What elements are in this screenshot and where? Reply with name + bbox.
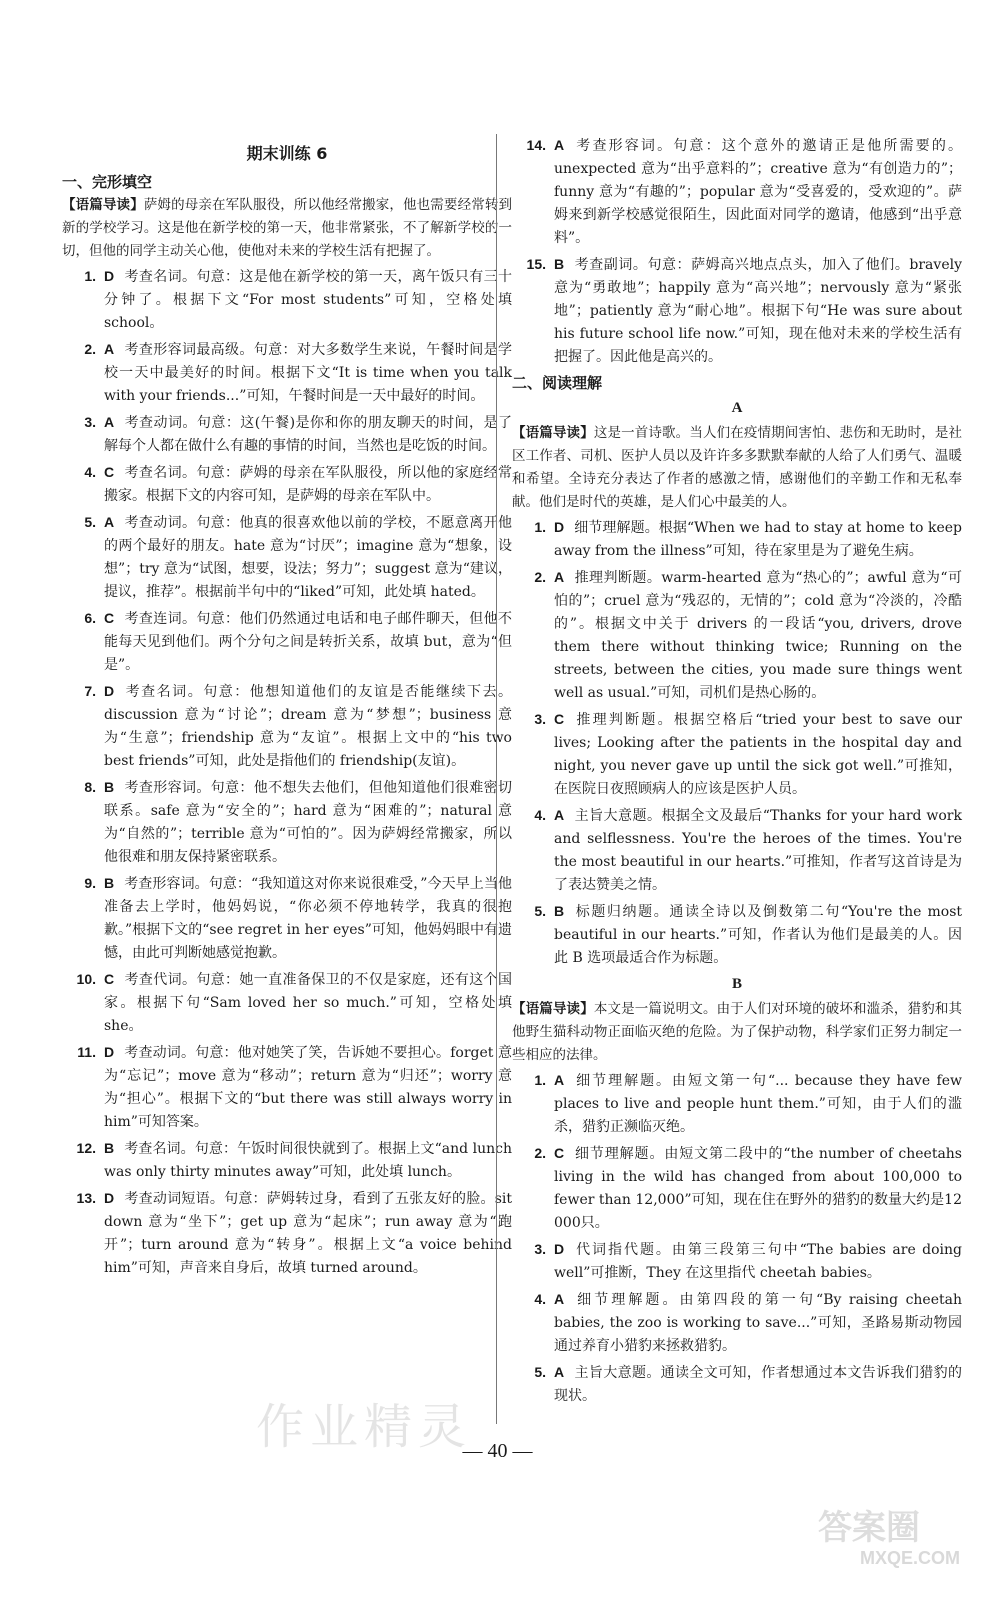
answer-explanation: 代词指代题。由第三段第三句中“The babies are doing well”可推断，They 在这里指代 cheetah babies。 [554,1242,962,1281]
cloze-answer-list-cont [512,134,962,369]
answer-number: 5. [534,903,546,919]
passage-a-guide [512,422,962,514]
answer-number: 2. [534,1145,546,1161]
answer-explanation: 考查动词。句意：他对她笑了笑，告诉她不要担心。forget 意为“忘记”；move 意为“移动”；return 意为“归还”；worry 意为“担心”。根据下文的“but there was still always worry in him”可知答案。 [104,1045,512,1130]
answer-number: 1. [534,1072,546,1088]
answer-choice: A [104,414,115,430]
answer-explanation: 主旨大意题。通读全文可知，作者想通过本文告诉我们猎豹的现状。 [554,1365,962,1404]
answer-number: 11. [77,1044,96,1060]
answer-number: 5. [534,1364,546,1380]
answer-explanation: 细节理解题。由短文第一句“... because they have few places to live and people hunt them.”可知，由于人们的滥杀，猎豹正濒临灭绝。 [554,1073,962,1135]
answer-item [62,680,512,773]
answer-number: 12. [76,1140,96,1156]
answer-item [512,708,962,801]
answer-body [104,680,512,773]
answer-body [104,968,512,1038]
answer-number: 8. [84,779,96,795]
answer-item [62,776,512,869]
answer-choice: A [554,1291,565,1307]
answer-choice: C [104,464,115,480]
answer-number: 7. [84,683,96,699]
answer-item [62,338,512,408]
answer-body [104,511,512,604]
answer-explanation: 考查形容词。句意：“我知道这对你来说很难受，”今天早上当他准备去上学时，他妈妈说，“你必须不停地转学，我真的很抱歉。”根据下文的“see regret in her eyes”可知，他妈妈眼中有遗憾，由此可判断她感觉抱歉。 [104,876,512,961]
answer-body [554,804,962,897]
answer-number: 4. [534,807,546,823]
answer-number: 3. [534,1241,546,1257]
corner-logo: 答案圈 [818,1508,920,1548]
answer-choice: A [104,514,115,530]
answer-body [554,900,962,970]
answer-number: 9. [84,875,96,891]
answer-explanation: 考查名词。句意：午饭时间很快就到了。根据上文“and lunch was only thirty minutes away”可知，此处填 lunch。 [104,1141,512,1180]
answer-item [512,900,962,970]
answer-body [554,516,962,563]
column-divider [496,134,497,1424]
answer-item [62,872,512,965]
answer-choice: A [104,341,115,357]
answer-choice: B [104,875,115,891]
answer-item [62,607,512,677]
answer-number: 1. [534,519,546,535]
page-number: — 40 — [462,1440,533,1462]
answer-choice: A [554,807,565,823]
answer-choice: D [104,1190,115,1206]
answer-choice: D [104,683,115,699]
answer-explanation: 细节理解题。根据“When we had to stay at home to keep away from the illness”可知，待在家里是为了避免生病。 [554,520,962,559]
answer-item [62,1137,512,1184]
answer-item [62,511,512,604]
answer-choice: C [104,971,115,987]
answer-number: 5. [84,514,96,530]
guide-text: 萨姆的母亲在军队服役，所以他经常搬家，他也需要经常转到新的学校学习。这是他在新学校的第一天，他非常紧张，不了解新学校的一切，但他的同学主动关心他，使他对未来的学校生活有把握了。 [62,197,512,259]
answer-explanation: 考查形容词最高级。句意：对大多数学生来说，午餐时间是学校一天中最美好的时间。根据下文“It is time when you talk with your friends...”可知，午餐时间是一天中最好的时间。 [104,342,512,404]
answer-explanation: 考查名词。句意：他想知道他们的友谊是否能继续下去。discussion 意为“讨论”；dream 意为“梦想”；business 意为“生意”；friendship 意为“友谊”。根据上文中的“his two best friends”可知，此处是指他们的 friendship(友谊)。 [104,684,512,769]
answer-number: 2. [84,341,96,357]
answer-number: 4. [534,1291,546,1307]
answer-item [512,134,962,250]
answer-number: 4. [84,464,96,480]
answer-explanation: 考查代词。句意：她一直准备保卫的不仅是家庭，还有这个国家。根据下句“Sam loved her so much.”可知，空格处填 she。 [104,972,512,1034]
answer-item [512,1069,962,1139]
answer-choice: B [554,903,565,919]
answer-choice: C [554,1145,565,1161]
answer-explanation: 考查名词。句意：这是他在新学校的第一天，离午饭只有三十分钟了。根据下文“For most students”可知，空格处填 school。 [104,269,512,331]
passage-b-guide [512,998,962,1067]
answer-item [512,1288,962,1358]
answer-body [554,1288,962,1358]
answer-number: 6. [84,610,96,626]
answer-choice: A [554,137,565,153]
answer-body [554,708,962,801]
answer-explanation: 标题归纳题。通读全诗以及倒数第二句“You're the most beautiful in our hearts.”可知，作者认为他们是最美的人。因此 B 选项最适合作为标题。 [554,904,962,966]
answer-body [104,607,512,677]
answer-number: 2. [534,569,546,585]
answer-item [62,461,512,508]
passage-a-heading: A [731,400,743,416]
answer-item [512,804,962,897]
answer-body [554,1361,962,1408]
answer-explanation: 考查形容词。句意：这个意外的邀请正是他所需要的。unexpected 意为“出乎意料的”；creative 意为“有创造力的”；funny 意为“有趣的”；popular 意为“受喜爱的，受欢迎的”。萨姆来到新学校感觉很陌生，因此面对同学的邀请，他感到“出乎意料”。 [554,138,962,246]
answer-body [104,411,512,458]
answer-explanation: 推理判断题。warm-hearted 意为“热心的”；awful 意为“可怕的”；cruel 意为“残忍的，无情的”；cold 意为“冷淡的，冷酷的”。根据文中关于 drivers 的一段话“you, drivers, drove them there without thinking twice; Running on the streets, between the cities, you made sure things went well as usual.”可知，司机们是热心肠的。 [554,570,962,701]
answer-choice: D [104,268,115,284]
answer-number: 3. [534,711,546,727]
watermark-text: 作业精灵 [256,1399,473,1455]
answer-number: 15. [526,256,546,272]
answer-body [104,1187,512,1280]
answer-item [512,566,962,705]
answer-item [62,265,512,335]
answer-choice: D [554,1241,565,1257]
answer-body [104,265,512,335]
answer-number: 14. [526,137,546,153]
answer-item [512,516,962,563]
answer-body [554,134,962,250]
answer-explanation: 细节理解题。由第四段的第一句“By raising cheetah babies, the zoo is working to save...”可知，圣路易斯动物园通过养育小猎豹来拯救猎豹。 [554,1292,962,1354]
answer-explanation: 考查副词。句意：萨姆高兴地点点头，加入了他们。bravely 意为“勇敢地”；happily 意为“高兴地”；nervously 意为“紧张地”；patiently 意为“耐心地”。根据下句“He was sure about his future school life now.”可知，现在他对未来的学校生活有把握了。因此他是高兴的。 [554,257,962,365]
section-reading-heading: 二、阅读理解 [512,374,603,392]
answer-body [104,1137,512,1184]
answer-number: 3. [84,414,96,430]
answer-explanation: 考查名词。句意：萨姆的母亲在军队服役，所以他的家庭经常搬家。根据下文的内容可知，是萨姆的母亲在军队中。 [104,465,512,504]
answer-explanation: 考查动词短语。句意：萨姆转过身，看到了五张友好的脸。sit down 意为“坐下”；get up 意为“起床”；run away 意为“跑开”；turn around 意为“转身”。根据上文“a voice behind him”可知，声音来自身后，故填 turned around。 [104,1191,512,1276]
answer-choice: B [104,779,115,795]
answer-item [512,253,962,369]
answer-choice: D [104,1044,115,1060]
passage-a-answer-list [512,516,962,970]
answer-number: 10. [76,971,96,987]
answer-body [554,253,962,369]
answer-item [62,968,512,1038]
passage-b-answer-list [512,1069,962,1408]
answer-explanation: 考查形容词。句意：他不想失去他们，但他知道他们很难密切联系。safe 意为“安全的”；hard 意为“困难的”；natural 意为“自然的”；terrible 意为“可怕的”。因为萨姆经常搬家，所以他很难和朋友保持紧密联系。 [104,780,512,865]
section-cloze-heading: 一、完形填空 [62,173,153,191]
guide-tag: 【语篇导读】 [512,425,594,441]
answer-choice: C [554,711,565,727]
answer-choice: D [554,519,565,535]
answer-explanation: 考查动词。句意：他真的很喜欢他以前的学校，不愿意离开他的两个最好的朋友。hate 意为“讨厌”；imagine 意为“想象，设想”；try 意为“试图，想要，设法；努力”；suggest 意为“建议，提议，推荐”。根据前半句中的“liked”可知，此处填 hated。 [104,515,512,600]
answer-body [104,461,512,508]
answer-item [512,1238,962,1285]
answer-choice: B [554,256,565,272]
answer-item [512,1361,962,1408]
answer-body [554,1238,962,1285]
answer-item [62,1041,512,1134]
answer-item [62,1187,512,1280]
answer-number: 13. [76,1190,96,1206]
left-column [62,134,512,1283]
corner-url: MXQE.COM [860,1548,961,1568]
answer-body [554,1069,962,1139]
answer-body [554,566,962,705]
answer-item [512,1142,962,1235]
cloze-answer-list [62,265,512,1280]
answer-number: 1. [84,268,96,284]
answer-explanation: 细节理解题。由短文第二段中的“the number of cheetahs living in the wild has changed from about 100,000 to fewer than 12,000”可知，现在住在野外的猎豹的数量大约是12 000只。 [554,1146,962,1231]
answer-explanation: 推理判断题。根据空格后“tried your best to save our lives; Looking after the patients in the hospital day and night, you never gave up until the sick got well.”可推知，在医院日夜照顾病人的应该是医护人员。 [554,712,962,797]
guide-text: 本文是一篇说明文。由于人们对环境的破坏和滥杀，猎豹和其他野生猫科动物正面临灭绝的危险。为了保护动物，科学家们正努力制定一些相应的法律。 [512,1001,962,1063]
answer-choice: A [554,1072,565,1088]
answer-choice: B [104,1140,115,1156]
answer-body [104,872,512,965]
right-column [512,134,962,1411]
guide-tag: 【语篇导读】 [62,197,144,213]
answer-body [104,338,512,408]
passage-b-heading: B [731,976,742,992]
answer-choice: A [554,569,565,585]
answer-explanation: 主旨大意题。根据全文及最后“Thanks for your hard work and selflessness. You're the heroes of the times. You're the most beautiful in our hearts.”可推知，作者写这首诗是为了表达赞美之情。 [554,808,962,893]
answer-body [104,776,512,869]
page-title: 期末训练 6 [246,144,328,163]
answer-choice: C [104,610,115,626]
answer-choice: A [554,1364,565,1380]
guide-tag: 【语篇导读】 [512,1001,594,1017]
answer-explanation: 考查动词。句意：这(午餐)是你和你的朋友聊天的时间，是了解每个人都在做什么有趣的事情的时间，当然也是吃饭的时间。 [104,415,512,454]
guide-text: 这是一首诗歌。当人们在疫情期间害怕、悲伤和无助时，是社区工作者、司机、医护人员以及许许多多默默奉献的人给了人们勇气、温暖和希望。全诗充分表达了作者的感激之情，感谢他们的辛勤工作和无私奉献。他们是时代的英雄，是人们心中最美的人。 [512,425,962,510]
answer-body [104,1041,512,1134]
answer-body [554,1142,962,1235]
answer-item [62,411,512,458]
answer-explanation: 考查连词。句意：他们仍然通过电话和电子邮件聊天，但他不能每天见到他们。两个分句之间是转折关系，故填 but，意为“但是”。 [104,611,512,673]
cloze-guide [62,194,512,263]
